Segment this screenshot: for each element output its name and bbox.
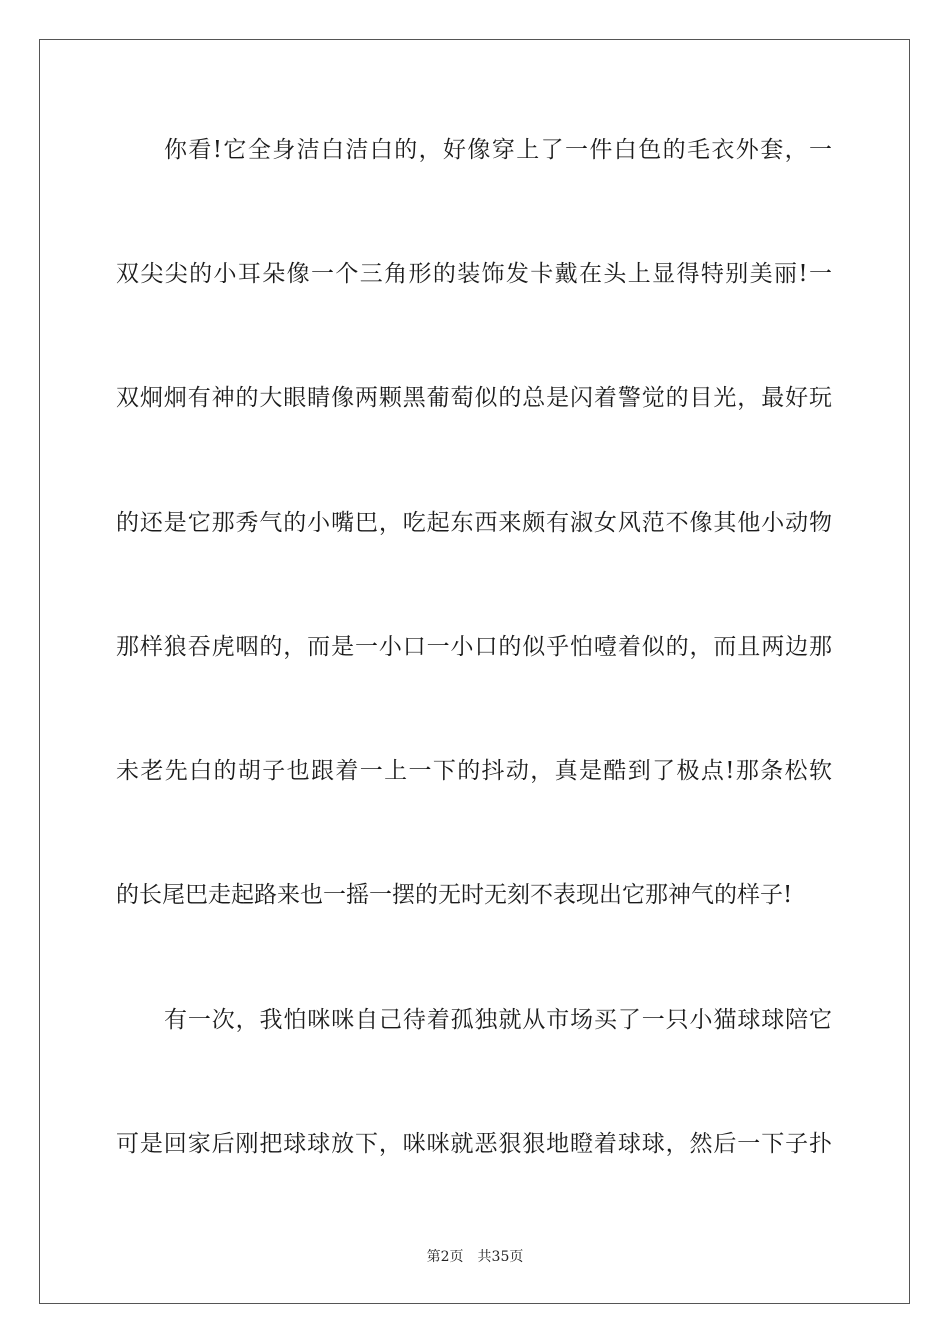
text-line-4: 的还是它那秀气的小嘴巴，吃起东西来颇有淑女风范不像其他小动物 [116, 510, 832, 536]
text-line-3: 双炯炯有神的大眼睛像两颗黑葡萄似的总是闪着警觉的目光，最好玩 [116, 385, 832, 411]
text-line-7: 的长尾巴走起路来也一摇一摆的无时无刻不表现出它那神气的样子! [116, 882, 793, 908]
text-line-2: 双尖尖的小耳朵像一个三角形的装饰发卡戴在头上显得特别美丽!一 [116, 261, 832, 287]
text-line-9: 可是回家后刚把球球放下，咪咪就恶狠狠地瞪着球球，然后一下子扑 [116, 1131, 832, 1157]
page-border [39, 39, 910, 1304]
text-line-6: 未老先白的胡子也跟着一上一下的抖动，真是酷到了极点!那条松软 [116, 758, 832, 784]
text-line-8: 有一次，我怕咪咪自己待着孤独就从市场买了一只小猫球球陪它 [164, 1007, 832, 1033]
page-total: 共35页 [477, 1249, 524, 1265]
page-footer [0, 1246, 950, 1266]
text-line-1: 你看!它全身洁白洁白的，好像穿上了一件白色的毛衣外套，一 [164, 137, 832, 163]
page-number: 第2页 [426, 1249, 464, 1265]
text-line-5: 那样狼吞虎咽的，而是一小口一小口的似乎怕噎着似的，而且两边那 [116, 634, 832, 660]
